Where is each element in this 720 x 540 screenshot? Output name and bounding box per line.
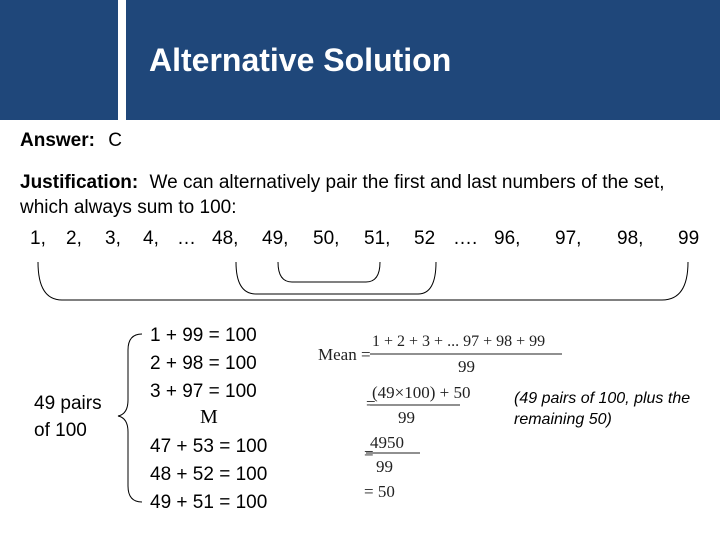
vertical-ellipsis: M [200,406,218,428]
equations-top [150,322,257,406]
slide-title: Alternative Solution [149,42,452,78]
sequence-item: … [177,228,196,249]
mean-label: Mean = [318,345,371,364]
equations-brace [118,334,142,502]
mean-denominator: 99 [376,457,393,476]
sequence-item: 1, [30,228,46,249]
sequence-item: 3, [105,228,121,249]
justification-label: Justification: [20,172,139,193]
pair-equation: 3 + 97 = 100 [150,381,257,402]
inner-pair-bracket [278,262,380,282]
sequence-item: 2, [66,228,82,249]
sequence-item: 97, [555,228,582,249]
mean-numerator: 4950 [370,433,404,452]
equals-sign: = [364,444,374,463]
pair-equation: 1 + 99 = 100 [150,325,257,346]
pairs-label-line: 49 pairs [34,393,102,414]
equals-sign: = [366,394,376,413]
pair-equation: 47 + 53 = 100 [150,436,268,457]
mean-denominator: 99 [398,408,415,427]
pairs-label-line: of 100 [34,420,87,441]
mean-numerator: (49×100) + 50 [372,383,471,402]
equations-bottom [150,433,267,517]
pair-equation: 2 + 98 = 100 [150,353,257,374]
answer-value: C [108,130,122,151]
mean-result: = 50 [364,482,395,501]
pair-equation: 48 + 52 = 100 [150,464,268,485]
sequence-item: 99 [678,228,700,249]
mean-denominator: 99 [458,357,475,376]
sequence-item: 4, [143,228,159,249]
answer-label: Answer: [20,130,95,151]
pairs-label [34,390,102,444]
mean-numerator: 1 + 2 + 3 + ... 97 + 98 + 99 [372,333,546,350]
sequence-item: 50, [313,228,340,249]
sequence-item: 48, [212,228,239,249]
pair-equation: 49 + 51 = 100 [150,492,268,513]
sequence-item: …. [453,228,478,249]
sequence-item: 52 [414,228,436,249]
pairs-note: (49 pairs of 100, plus the remaining 50) [514,390,691,428]
sequence-item: 96, [494,228,521,249]
justification-text: We can alternatively pair the first and last numbers of the set, which always sum to 100: [20,172,665,218]
middle-pair-bracket [236,262,436,294]
sequence-item: 51, [364,228,391,249]
sequence-item: 49, [262,228,289,249]
sequence-item: 98, [617,228,644,249]
